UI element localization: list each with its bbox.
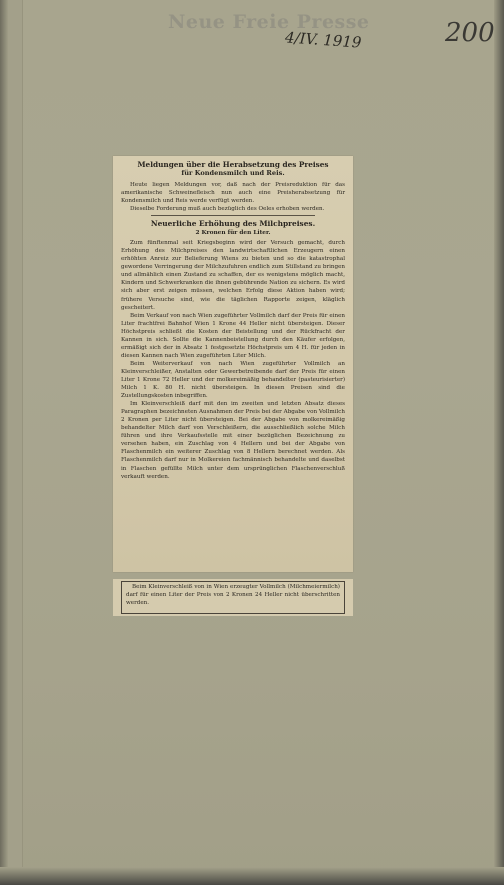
paragraph-1: Heute liegen Meldungen vor, daß nach der Preisreduktion für das amerikanische Schweinefleisch nun auch eine Preisherabsetzung für Kondensmilch und Reis werde verfügt werden. — [121, 182, 345, 205]
sheet-right-edge — [494, 0, 504, 885]
newspaper-stamp: Neue Freie Presse — [168, 11, 370, 33]
article-heading-2: Neuerliche Erhöhung des Milchpreises. — [150, 219, 316, 229]
paragraph-3: Zum fünftenmal seit Kriegsbeginn wird der Versuch gemacht, durch Erhöhung des Milchpreises den landwirtschaftlichen Erzeugern einen erhöhten Anreiz zur Belieferung Wiens zu bieten und so die katastrophal gewordene Verringerung der Milchzufuhren endlich zum Stillstand zu bringen und allmählich einen Zustand zu schaffen, der es wenigstens möglich macht, Kindern und Schwerkranken die ihnen gebührende Nation zu sichern. Es wird sich aber erst zeigen müssen, welchen Erfolg diese Aktion haben wird; frühere Versuche sind, wie die täglichen Rapporte zeigen, kläglich gescheitert. — [121, 240, 345, 311]
article-heading-1: Meldungen über die Herabsetzung des Preises — [137, 160, 329, 169]
boxed-notice-frame — [121, 581, 345, 614]
paragraph-6: Im Kleinverschleiß darf mit den im zweiten und letzten Absatz dieses Paragraphen bezeichneten Ausnahmen der Preis bei der Abgabe von Vollmilch 2 Kronen per Liter nicht übersteigen. Bei der Abgabe von molkereimäßig behandelter Milch darf von Verschleißern, die ausschließlich solche Milch führen und ihre Verkaufsstelle mit einer bezüglichen Bezeichnung zu versehen haben, ein Zuschlag von 4 Hellern und bei der Abgabe von Flaschenmilch ein weiterer Zuschlag von 8 Hellern berechnet werden. Als Flaschenmilch darf nur in Molkereien fachmännisch behandelte und daselbst in Flaschen gefüllte Milch unter dem ursprünglichen Flaschenverschluß verkauft werden. — [121, 401, 345, 480]
article-heading-2-sub: 2 Kronen für den Liter. — [195, 230, 271, 237]
paragraph-5: Beim Weiterverkauf von nach Wien zugeführter Vollmilch an Kleinverschleißer, Anstalten oder Gewerbetreibende darf der Preis für einen Liter 1 Krone 72 Heller und der molkereimäßig behandelter (pasteurisierter) Milch 1 K. 80 H. nicht übersteigen. In diesen Preisen sind die Zustellungskosten inbegriffen. — [121, 360, 345, 400]
paragraph-4: Beim Verkauf von nach Wien zugeführter Vollmilch darf der Preis für einen Liter frachtfrei Bahnhof Wien 1 Krone 44 Heller nicht übersteigen. Dieser Höchstpreis schließt die Kosten der Beistellung und der Rückfracht der Kannen in sich. Sollte die Kannenbeistellung durch den Käufer erfolgen, ermäßigt sich der in Absatz 1 festgesetzte Höchstpreis um 4 H. für jeden in diesen Kannen nach Wien zugeführten Liter Milch. — [121, 312, 345, 359]
article-heading-1-sub: für Kondensmilch und Reis. — [181, 169, 285, 177]
paragraph-2: Dieselbe Forderung muß auch bezüglich des Oeles erhoben werden. — [130, 206, 325, 213]
boxed-notice-text: Beim Kleinverschleiß von in Wien erzeugter Vollmilch (Milchmeiermilch) darf für einen Liter der Preis von 2 Kronen 24 Heller nicht überschritten werden. — [126, 584, 340, 607]
divider — [151, 215, 315, 216]
handwritten-date: 4/IV. 1919 — [284, 28, 362, 52]
boxed-notice — [113, 579, 353, 616]
binding-strip — [8, 0, 23, 867]
sheet-bottom-edge — [0, 867, 504, 885]
newspaper-clipping — [113, 156, 353, 572]
handwritten-page-number: 200 — [445, 18, 495, 48]
sheet-left-edge — [0, 0, 8, 885]
